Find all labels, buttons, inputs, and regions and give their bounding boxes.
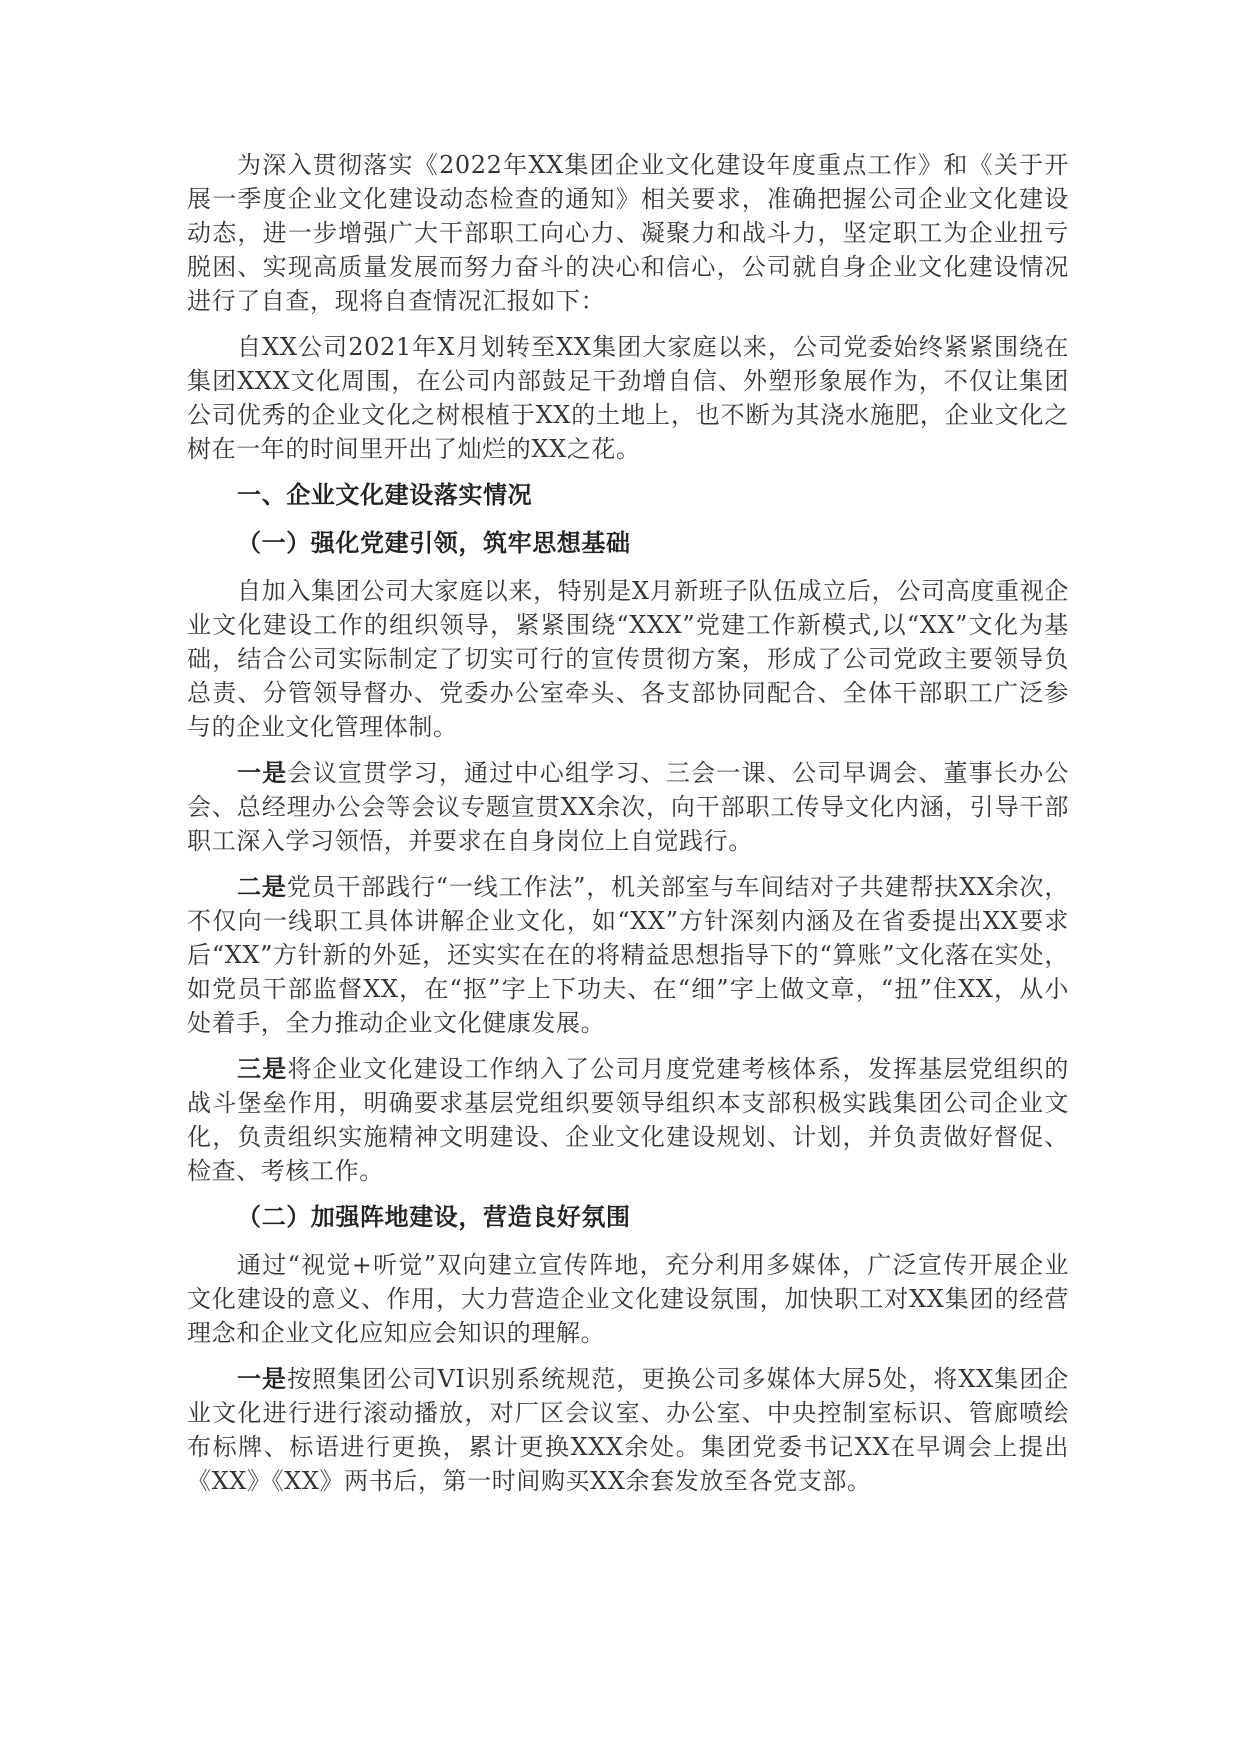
heading-text: （二）加强阵地建设，营造良好氛围: [237, 1203, 631, 1231]
background-paragraph: [187, 330, 1069, 466]
paragraph-text: 为深入贯彻落实《2022年XX集团企业文化建设年度重点工作》和《关于开展一季度企业文化建设动态检查的通知》相关要求，准确把握公司企业文化建设动态，进一步增强广大干部职工向心力、凝聚力和战斗力，坚定职工为企业扭亏脱困、实现高质量发展而努力奋斗的决心和信心，公司就自身企业文化建设情况进行了自查，现将自查情况汇报如下：: [187, 151, 1069, 315]
publicity-paragraph: [187, 1248, 1069, 1350]
lead-label: 二是: [237, 873, 287, 901]
heading-text: 一、企业文化建设落实情况: [237, 481, 533, 509]
paragraph-text: 党员干部践行“一线工作法”，机关部室与车间结对子共建帮扶XX余次，不仅向一线职工具体讲解企业文化，如“XX”方针深刻内涵及在省委提出XX要求后“XX”方针新的外延，还实实在在的将精益思想指导下的“算账”文化落在实处，如党员干部监督XX，在“抠”字上下功夫、在“细”字上做文章，“扭”住XX，从小处着手，全力推动企业文化健康发展。: [187, 873, 1069, 1037]
party-building-paragraph: [187, 574, 1069, 744]
heading-text: （一）强化党建引领，筑牢思想基础: [237, 529, 631, 557]
subsection-heading-1: [187, 526, 1069, 560]
paragraph-text: 通过“视觉+听觉”双向建立宣传阵地，充分利用多媒体，广泛宣传开展企业文化建设的意义、作用，大力营造企业文化建设氛围，加快职工对XX集团的经营理念和企业文化应知应会知识的理解。: [187, 1251, 1069, 1347]
paragraph-text: 按照集团公司VI识别系统规范，更换公司多媒体大屏5处，将XX集团企业文化进行进行滚动播放，对厂区会议室、办公室、中央控制室标识、管廊喷绘布标牌、标语进行更换，累计更换XXX余处。集团党委书记XX在早调会上提出《XX》《XX》两书后，第一时间购买XX余套发放至各党支部。: [187, 1365, 1069, 1495]
paragraph-text: 自加入集团公司大家庭以来，特别是X月新班子队伍成立后，公司高度重视企业文化建设工作的组织领导，紧紧围绕“XXX”党建工作新模式,以“XX”文化为基础，结合公司实际制定了切实可行的宣传贯彻方案，形成了公司党政主要领导负总责、分管领导督办、党委办公室牵头、各支部协同配合、全体干部职工广泛参与的企业文化管理体制。: [187, 577, 1069, 741]
point-three-paragraph: [187, 1052, 1069, 1188]
section-heading-1: [187, 478, 1069, 512]
point-one-b-paragraph: [187, 1362, 1069, 1498]
document-page: [187, 148, 1069, 1510]
lead-label: 三是: [237, 1055, 288, 1083]
intro-paragraph: [187, 148, 1069, 318]
lead-label: 一是: [237, 759, 288, 787]
point-two-paragraph: [187, 870, 1069, 1040]
point-one-paragraph: [187, 756, 1069, 858]
lead-label: 一是: [237, 1365, 288, 1393]
paragraph-text: 将企业文化建设工作纳入了公司月度党建考核体系，发挥基层党组织的战斗堡垒作用，明确要求基层党组织要领导组织本支部积极实践集团公司企业文化，负责组织实施精神文明建设、企业文化建设规划、计划，并负责做好督促、检查、考核工作。: [187, 1055, 1069, 1185]
paragraph-text: 会议宣贯学习，通过中心组学习、三会一课、公司早调会、董事长办公会、总经理办公会等会议专题宣贯XX余次，向干部职工传导文化内涵，引导干部职工深入学习领悟，并要求在自身岗位上自觉践行。: [187, 759, 1069, 855]
subsection-heading-2: [187, 1200, 1069, 1234]
paragraph-text: 自XX公司2021年X月划转至XX集团大家庭以来，公司党委始终紧紧围绕在集团XXX文化周围，在公司内部鼓足干劲增自信、外塑形象展作为，不仅让集团公司优秀的企业文化之树根植于XX的土地上，也不断为其浇水施肥，企业文化之树在一年的时间里开出了灿烂的XX之花。: [187, 333, 1069, 463]
